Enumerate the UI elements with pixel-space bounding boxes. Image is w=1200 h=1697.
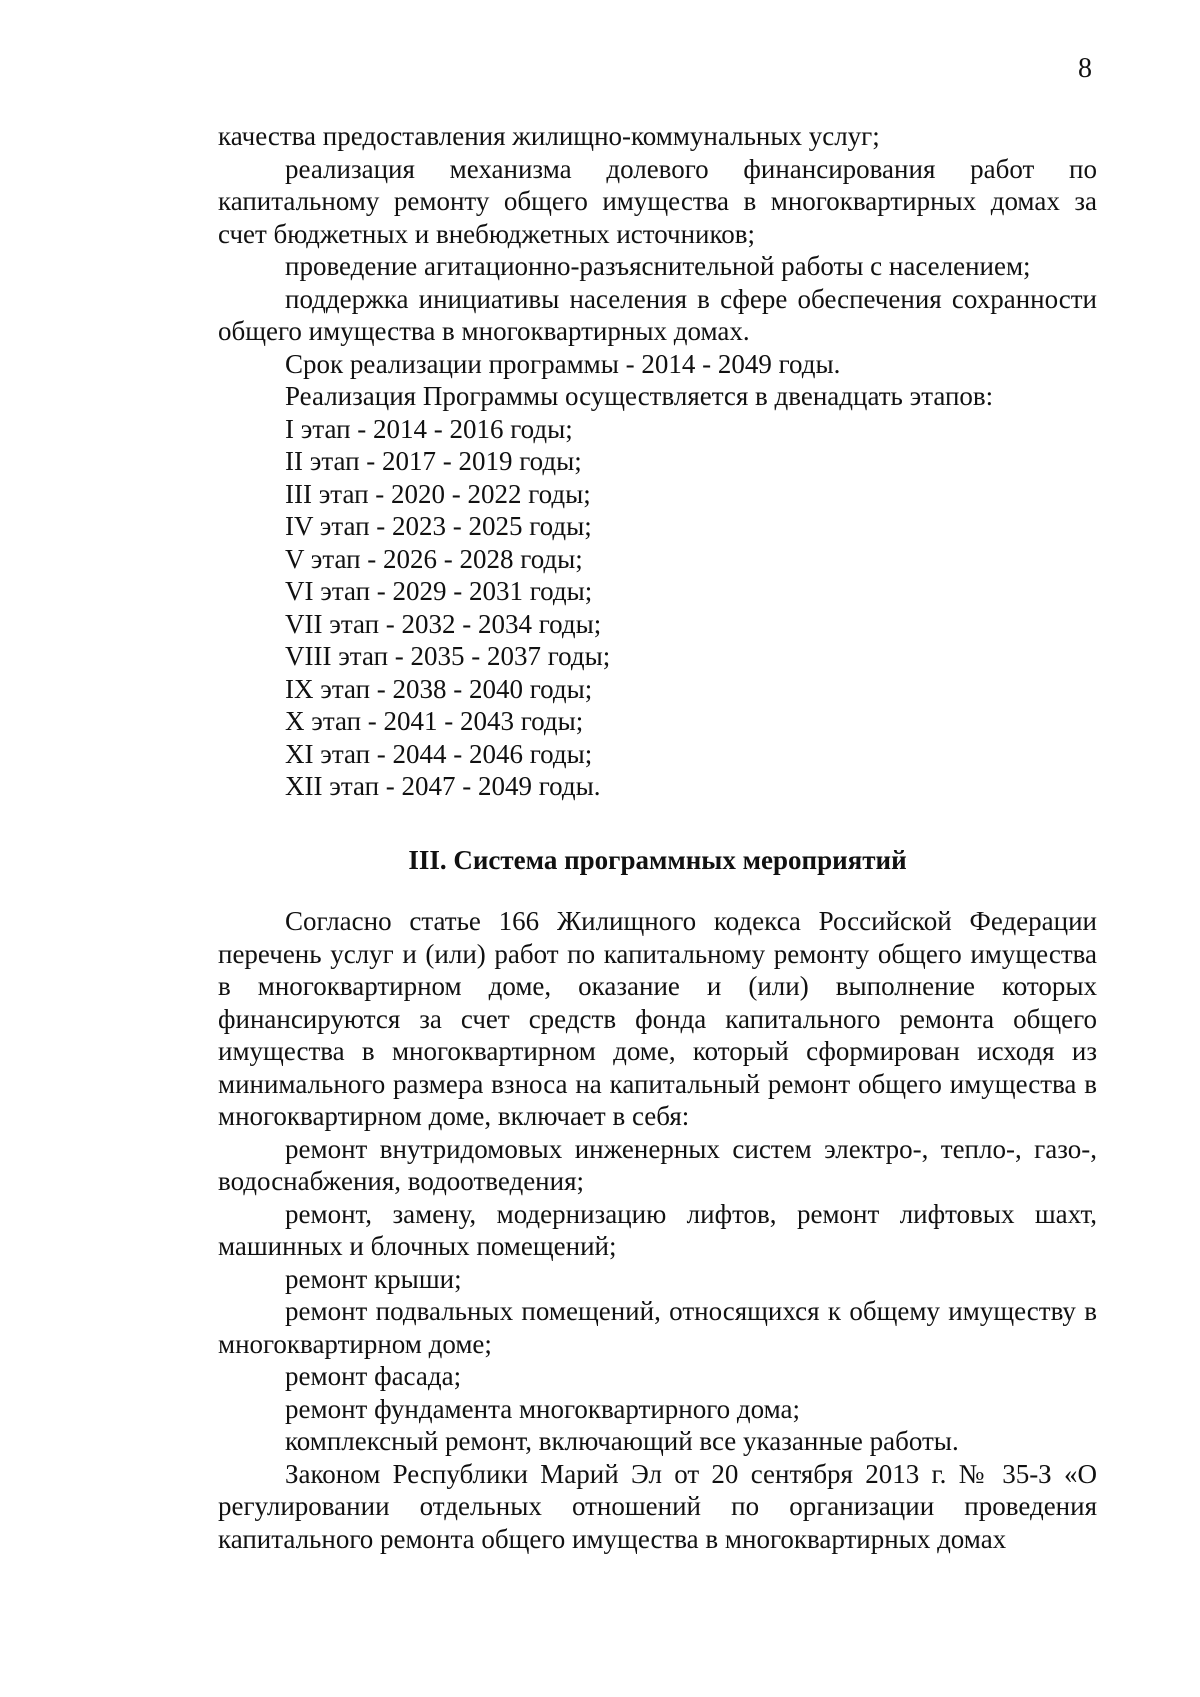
stage-item: II этап - 2017 - 2019 годы; — [285, 446, 582, 476]
stage-item: VIII этап - 2035 - 2037 годы; — [285, 641, 611, 671]
section-paragraph: Согласно статье 166 Жилищного кодекса Российской Федерации перечень услуг и (или) работ по капитальному ремонту общего имущества в многоквартирном доме, оказание и (или) выполнение которых финансируются за счет средств фонда капитального ремонта общего имущества в многоквартирном доме, который сформирован исходя из минимального размера взноса на капитальный ремонт общего имущества в многоквартирном доме, включает в себя: — [218, 906, 1097, 1131]
stages-intro: Реализация Программы осуществляется в двенадцать этапов: — [285, 381, 994, 411]
section-paragraph: ремонт крыши; — [285, 1263, 462, 1294]
program-term: Срок реализации программы - 2014 - 2049 годы. — [285, 348, 841, 379]
stage-item: IV этап - 2023 - 2025 годы; — [285, 511, 592, 541]
stage-item: XII этап - 2047 - 2049 годы. — [285, 771, 601, 801]
intro-paragraph: проведение агитационно-разъяснительной работы с населением; — [285, 251, 1031, 281]
section-paragraph: ремонт внутридомовых инженерных систем электро-, тепло-, газо-, водоснабжения, водоотведения; — [218, 1133, 1097, 1196]
intro-paragraph: качества предоставления жилищно-коммунальных услуг; — [218, 121, 880, 151]
stages-list — [218, 413, 1097, 803]
section-paragraph: комплексный ремонт, включающий все указанные работы. — [285, 1426, 959, 1456]
intro-paragraph: реализация механизма долевого финансирования работ по капитальному ремонту общего имущества в многоквартирных домах за счет бюджетных и внебюджетных источников; — [218, 153, 1097, 249]
stage-item: VI этап - 2029 - 2031 годы; — [285, 576, 593, 606]
section-paragraph: ремонт, замену, модернизацию лифтов, ремонт лифтовых шахт, машинных и блочных помещений; — [218, 1198, 1097, 1261]
stage-item: III этап - 2020 - 2022 годы; — [285, 478, 591, 509]
section-paragraph: ремонт подвальных помещений, относящихся к общему имуществу в многоквартирном доме; — [218, 1296, 1097, 1359]
section-paragraph: ремонт фасада; — [285, 1361, 462, 1391]
stage-item: V этап - 2026 - 2028 годы; — [285, 543, 583, 574]
document-body — [218, 120, 1097, 1555]
stage-item: IX этап - 2038 - 2040 годы; — [285, 673, 593, 704]
section-paragraph: ремонт фундамента многоквартирного дома; — [285, 1393, 800, 1424]
page-number: 8 — [1078, 53, 1092, 84]
stage-item: X этап - 2041 - 2043 годы; — [285, 706, 584, 736]
section-heading: III. Система программных мероприятий — [408, 844, 907, 875]
stage-item: VII этап - 2032 - 2034 годы; — [285, 608, 602, 639]
stage-item: XI этап - 2044 - 2046 годы; — [285, 738, 593, 769]
stage-item: I этап - 2014 - 2016 годы; — [285, 413, 573, 444]
intro-paragraph: поддержка инициативы населения в сфере обеспечения сохранности общего имущества в многоквартирных домах. — [218, 283, 1097, 346]
section-paragraph: Законом Республики Марий Эл от 20 сентября 2013 г. № 35-З «О регулировании отдельных отношений по организации проведения капитального ремонта общего имущества в многоквартирных домах — [218, 1458, 1097, 1554]
